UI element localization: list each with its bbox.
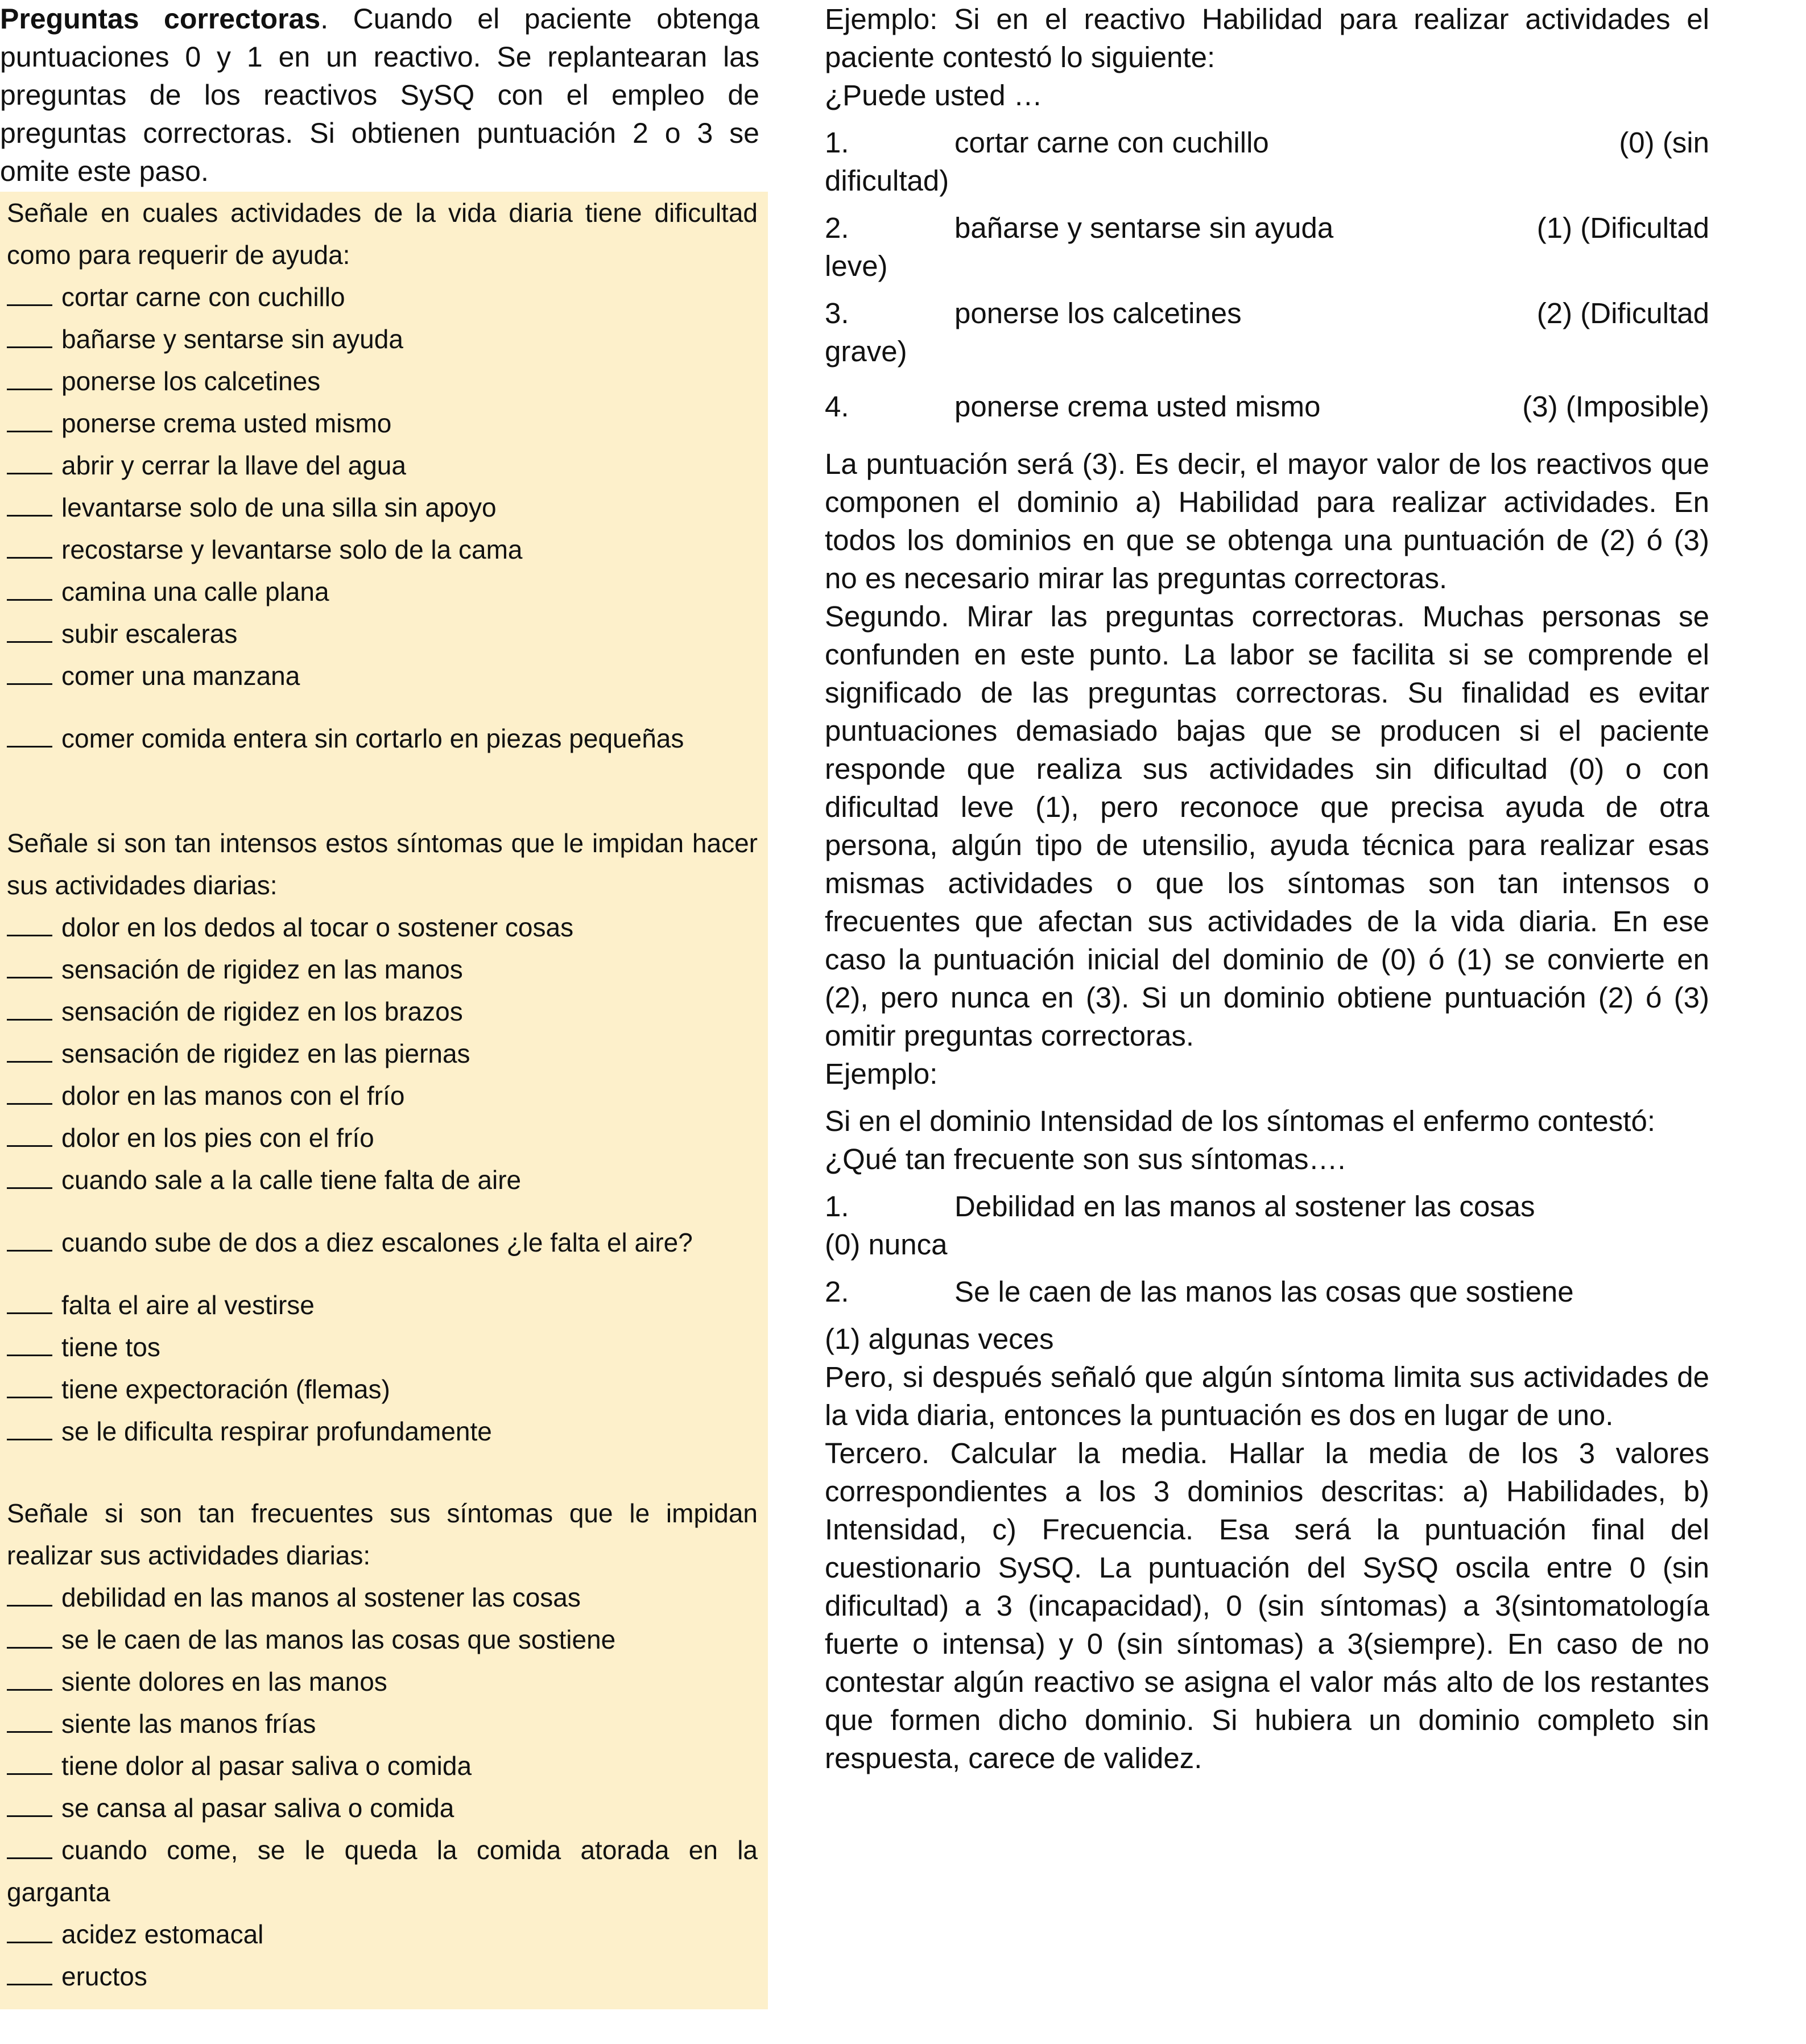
list-item[interactable]: cuando come, se le queda la comida atorada en la garganta	[7, 1829, 758, 1913]
list-item[interactable]: cuando sale a la calle tiene falta de aire	[7, 1159, 758, 1201]
list-item[interactable]: comer una manzana	[7, 655, 758, 697]
list-item-cont: dificultad)	[825, 164, 949, 197]
answer-blank[interactable]	[7, 1579, 52, 1607]
list-item[interactable]: se le caen de las manos las cosas que sostiene	[7, 1618, 758, 1661]
list-item[interactable]: subir escaleras	[7, 613, 758, 655]
answer-blank[interactable]	[7, 1705, 52, 1733]
list-item: 3. ponerse los calcetines (2) (Dificultad	[825, 297, 1709, 329]
questionnaire-box	[0, 192, 768, 2009]
list-item[interactable]: dolor en los pies con el frío	[7, 1117, 758, 1159]
list-item[interactable]: bañarse y sentarse sin ayuda	[7, 318, 758, 360]
list-item[interactable]: cuando sube de dos a diez escalones ¿le falta el aire?	[7, 1221, 758, 1263]
list-item[interactable]: cortar carne con cuchillo	[7, 276, 758, 318]
list-item[interactable]: falta el aire al vestirse	[7, 1284, 758, 1326]
example1-list	[825, 123, 1709, 426]
list-item[interactable]: sensación de rigidez en las piernas	[7, 1033, 758, 1075]
list-item[interactable]: levantarse solo de una silla sin apoyo	[7, 486, 758, 528]
list-item[interactable]: siente dolores en las manos	[7, 1661, 758, 1703]
answer-blank[interactable]	[7, 1035, 52, 1063]
answer-blank[interactable]	[7, 993, 52, 1021]
intro-bold-title: Preguntas correctoras	[0, 3, 321, 35]
list-item: 2. Se le caen de las manos las cosas que sostiene	[825, 1275, 1574, 1308]
list-item[interactable]: sensación de rigidez en las manos	[7, 948, 758, 990]
list-item[interactable]: tiene expectoración (flemas)	[7, 1368, 758, 1410]
answer-blank[interactable]	[7, 1328, 52, 1356]
answer-blank[interactable]	[7, 1161, 52, 1189]
answer-blank[interactable]	[7, 404, 52, 432]
list-item-cont: (1) algunas veces	[825, 1323, 1054, 1355]
answer-blank[interactable]	[7, 1663, 52, 1691]
list-item[interactable]: comer comida entera sin cortarlo en piezas pequeñas	[7, 717, 758, 759]
list-item: 1. Debilidad en las manos al sostener las cosas	[825, 1190, 1535, 1223]
answer-blank[interactable]	[7, 720, 52, 748]
list-item[interactable]: se cansa al pasar saliva o comida	[7, 1787, 758, 1829]
answer-blank[interactable]	[7, 489, 52, 517]
paragraph: La puntuación será (3). Es decir, el mayor valor de los reactivos que componen el dominio a) Habilidad para realizar actividades. En todos los dominios en que se obtenga una puntuación de (2) ó (3) no es necesario mirar las preguntas correctoras.	[825, 448, 1709, 594]
answer-blank[interactable]	[7, 1831, 52, 1859]
answer-blank[interactable]	[7, 1621, 52, 1649]
answer-blank[interactable]	[7, 447, 52, 474]
list-item: 2. bañarse y sentarse sin ayuda (1) (Dificultad	[825, 212, 1709, 244]
section3-heading: Señale si son tan frecuentes sus síntomas que le impidan realizar sus actividades diarias:	[7, 1498, 758, 1570]
answer-blank[interactable]	[7, 1747, 52, 1775]
list-item: 1. cortar carne con cuchillo (0) (sin	[825, 126, 1709, 159]
list-item-cont: (0) nunca	[825, 1228, 948, 1261]
paragraph: Segundo. Mirar las preguntas correctoras. Muchas personas se confunden en este punto. La labor se facilita si se comprende el significado de las preguntas correctoras. Su finalidad es evitar puntuaciones demasiado bajas que se producen si el paciente responde que realiza sus actividades sin dificultad (0) o con dificultad leve (1), pero reconoce que precisa ayuda de otra persona, algún tipo de utensilio, ayuda técnica para realizar esas mismas actividades o que los síntomas son tan intensos o frecuentes que afectan sus actividades de la vida diaria. En ese caso la puntuación inicial del dominio de (0) ó (1) se convierte en (2), pero nunca en (3). Si un dominio obtiene puntuación (2) ó (3) omitir preguntas correctoras.	[825, 600, 1709, 1052]
answer-blank[interactable]	[7, 1958, 52, 1985]
paragraph: Pero, si después señaló que algún síntoma limita sus actividades de la vida diaria, entonces la puntuación es dos en lugar de uno.	[825, 1361, 1709, 1431]
section2-heading: Señale si son tan intensos estos síntomas que le impidan hacer sus actividades diarias:	[7, 828, 758, 900]
intro-text: . Cuando el paciente obtenga puntuaciones 0 y 1 en un reactivo. Se replantearan las preguntas de los reactivos SySQ con el empleo de preguntas correctoras. Si obtienen puntuación 2 o 3 se omite este paso.	[0, 3, 760, 187]
answer-blank[interactable]	[7, 1789, 52, 1817]
answer-blank[interactable]	[7, 278, 52, 306]
answer-blank[interactable]	[7, 1370, 52, 1398]
list-item: 4. ponerse crema usted mismo (3) (Imposible)	[825, 390, 1709, 423]
right-column	[825, 0, 1709, 1777]
paragraph: Tercero. Calcular la media. Hallar la media de los 3 valores correspondientes a los 3 dominios descritas: a) Habilidades, b) Intensidad, c) Frecuencia. Esa será la puntuación final del cuestionario SySQ. La puntuación del SySQ oscila entre 0 (sin dificultad) a 3 (incapacidad), 0 (sin síntomas) a 3(sintomatología fuerte o intensa) y 0 (sin síntomas) a 3(siempre). En caso de no contestar algún reactivo se asigna el valor más alto de los restantes que formen dicho dominio. Si hubiera un dominio completo sin respuesta, carece de validez.	[825, 1437, 1709, 1774]
list-item[interactable]: eructos	[7, 1955, 758, 1997]
answer-blank[interactable]	[7, 1915, 52, 1943]
answer-blank[interactable]	[7, 909, 52, 936]
list-item[interactable]: se le dificulta respirar profundamente	[7, 1410, 758, 1452]
answer-blank[interactable]	[7, 1413, 52, 1440]
example2-intro: Si en el dominio Intensidad de los síntomas el enfermo contestó:	[825, 1105, 1655, 1137]
list-item[interactable]: tiene dolor al pasar saliva o comida	[7, 1745, 758, 1787]
answer-blank[interactable]	[7, 362, 52, 390]
list-item[interactable]: dolor en los dedos al tocar o sostener cosas	[7, 906, 758, 948]
answer-blank[interactable]	[7, 1224, 52, 1252]
example2-label: Ejemplo:	[825, 1058, 938, 1090]
answer-blank[interactable]	[7, 573, 52, 601]
example1-intro: Ejemplo: Si en el reactivo Habilidad para realizar actividades el paciente contestó lo siguiente:	[825, 3, 1709, 73]
answer-blank[interactable]	[7, 1077, 52, 1105]
list-item[interactable]: siente las manos frías	[7, 1703, 758, 1745]
answer-blank[interactable]	[7, 320, 52, 348]
answer-blank[interactable]	[7, 531, 52, 559]
list-item[interactable]: sensación de rigidez en los brazos	[7, 990, 758, 1033]
list-item-cont: grave)	[825, 335, 907, 367]
answer-blank[interactable]	[7, 951, 52, 978]
list-item[interactable]: dolor en las manos con el frío	[7, 1075, 758, 1117]
intro-paragraph	[0, 0, 759, 191]
list-item[interactable]: tiene tos	[7, 1326, 758, 1368]
example2-question: ¿Qué tan frecuente son sus síntomas….	[825, 1143, 1346, 1175]
answer-blank[interactable]	[7, 1119, 52, 1147]
list-item[interactable]: ponerse los calcetines	[7, 360, 758, 402]
list-item[interactable]: ponerse crema usted mismo	[7, 402, 758, 444]
example1-question: ¿Puede usted …	[825, 79, 1043, 112]
list-item[interactable]: recostarse y levantarse solo de la cama	[7, 528, 758, 571]
list-item[interactable]: acidez estomacal	[7, 1913, 758, 1955]
list-item[interactable]: abrir y cerrar la llave del agua	[7, 444, 758, 486]
list-item-cont: leve)	[825, 250, 888, 282]
section1-heading: Señale en cuales actividades de la vida diaria tiene dificultad como para requerir de ayuda:	[7, 198, 758, 270]
list-item[interactable]: camina una calle plana	[7, 571, 758, 613]
list-item[interactable]: debilidad en las manos al sostener las cosas	[7, 1576, 758, 1618]
answer-blank[interactable]	[7, 657, 52, 685]
answer-blank[interactable]	[7, 615, 52, 643]
answer-blank[interactable]	[7, 1286, 52, 1314]
example2-list	[825, 1187, 1709, 1358]
